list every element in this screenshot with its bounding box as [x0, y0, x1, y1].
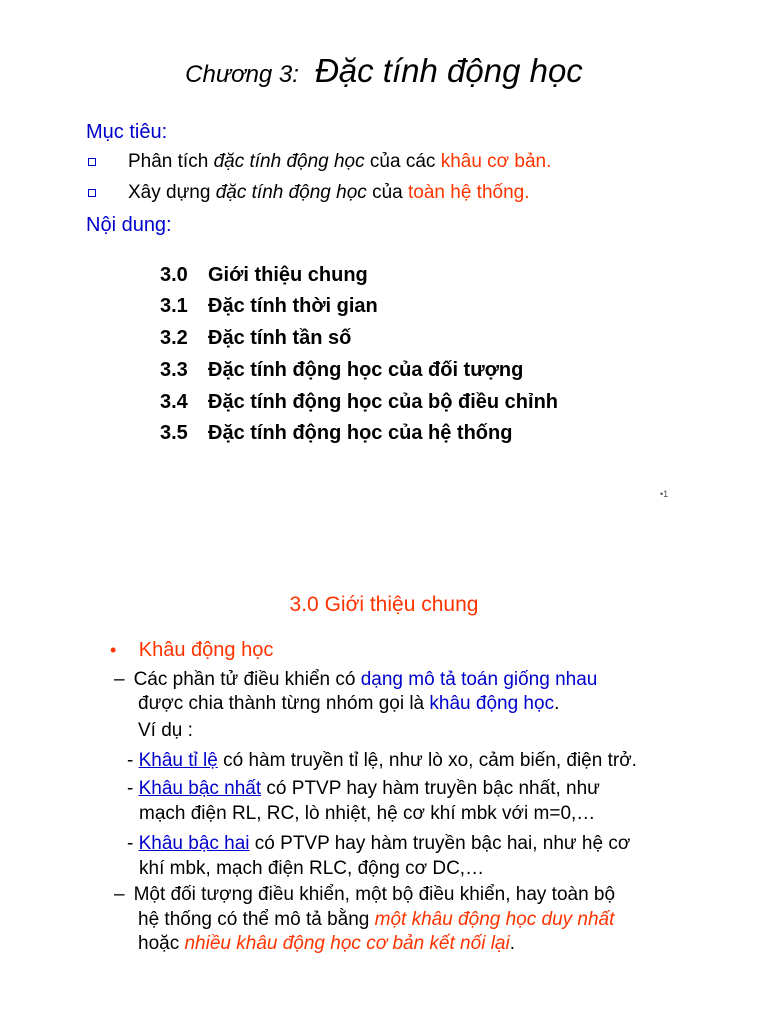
toc-number: 3.1	[160, 295, 188, 317]
objective-text: Xây dựng	[128, 182, 216, 203]
objective-emphasis: đặc tính động học	[215, 182, 367, 203]
toc-label: Đặc tính động học của bộ điều chỉnh	[208, 391, 558, 413]
text: có PTVP hay hàm truyền bậc hai, như hệ cơ	[249, 833, 631, 854]
objective-emphasis: đặc tính động học	[213, 151, 365, 172]
chapter-number: Chương 3:	[185, 61, 299, 88]
toc-number: 3.3	[160, 359, 188, 381]
example-item-2-line-2: mạch điện RL, RC, lò nhiệt, hệ cơ khí mbk với m=0,…	[139, 803, 596, 824]
toc-item	[160, 359, 523, 382]
dash-marker: –	[114, 884, 125, 905]
text: được chia thành từng nhóm gọi là	[138, 693, 430, 714]
dash-marker: -	[127, 833, 139, 854]
text: hoặc	[138, 933, 185, 954]
toc-label: Đặc tính động học của đối tượng	[208, 359, 524, 381]
toc-label: Đặc tính tần số	[208, 327, 352, 349]
example-link-proportional[interactable]: Khâu tỉ lệ	[138, 750, 218, 771]
objectives-heading: Mục tiêu:	[86, 121, 168, 143]
example-item-3	[127, 833, 630, 855]
toc-item	[160, 295, 378, 318]
text: Các phần tử điều khiển có	[133, 669, 361, 690]
text: có PTVP hay hàm truyền bậc nhất, như	[261, 778, 600, 799]
toc-item	[160, 422, 512, 445]
example-link-first-order[interactable]: Khâu bậc nhất	[138, 778, 262, 799]
toc-number: 3.2	[160, 327, 188, 349]
content-heading: Nội dung:	[86, 214, 172, 236]
toc-label: Đặc tính động học của hệ thống	[208, 422, 513, 444]
toc-label: Giới thiệu chung	[208, 264, 368, 286]
bullet-heading-row	[110, 639, 274, 662]
example-label: Ví dụ :	[138, 720, 193, 741]
square-bullet-icon	[88, 158, 96, 166]
chapter-title	[0, 52, 768, 90]
objective-text: của các	[364, 151, 441, 172]
text: .	[509, 933, 515, 954]
dash-marker: –	[114, 669, 125, 690]
chapter-name: Đặc tính động học	[314, 52, 583, 89]
toc-label: Đặc tính thời gian	[208, 295, 378, 317]
toc-number: 3.0	[160, 264, 188, 286]
toc-item	[160, 327, 351, 350]
toc-item	[160, 391, 558, 414]
dash-marker: -	[127, 778, 139, 799]
orange-emphasis: một khâu động học duy nhất	[374, 909, 615, 930]
objective-highlight: khâu cơ bản.	[440, 151, 552, 172]
paragraph-1-line-1	[114, 669, 598, 691]
bullet-heading: Khâu động học	[138, 639, 274, 661]
example-item-2	[127, 778, 600, 800]
objective-item-2	[88, 182, 530, 204]
text: hệ thống có thể mô tả bằng	[138, 909, 375, 930]
paragraph-2-line-1	[114, 884, 616, 906]
toc-number: 3.4	[160, 391, 188, 413]
objective-highlight: toàn hệ thống.	[408, 182, 530, 203]
example-link-second-order[interactable]: Khâu bậc hai	[138, 833, 250, 854]
paragraph-1-line-2	[138, 693, 559, 715]
section-title: 3.0 Giới thiệu chung	[289, 593, 479, 616]
example-item-1	[127, 750, 637, 772]
objective-text: Phân tích	[128, 151, 214, 172]
objective-item-1	[88, 151, 551, 173]
toc-number: 3.5	[160, 422, 188, 444]
square-bullet-icon	[88, 189, 96, 197]
text: Một đối tượng điều khiển, một bộ điều khiển, hay toàn bộ	[133, 884, 616, 905]
dash-marker: -	[127, 750, 139, 771]
paragraph-2-line-3	[138, 933, 515, 955]
bullet-dot-icon: •	[110, 640, 117, 660]
page-number: •1	[660, 489, 669, 499]
text: .	[554, 693, 560, 714]
example-item-3-line-2: khí mbk, mạch điện RLC, động cơ DC,…	[139, 858, 485, 879]
blue-highlight: dạng mô tả toán giống nhau	[360, 669, 598, 690]
objective-text: của	[366, 182, 408, 203]
text: có hàm truyền tỉ lệ, như lò xo, cảm biến, điện trở.	[217, 750, 637, 771]
blue-highlight: khâu động học	[429, 693, 555, 714]
toc-item	[160, 264, 368, 287]
paragraph-2-line-2	[138, 909, 614, 931]
orange-emphasis: nhiều khâu động học cơ bản kết nối lại	[184, 933, 510, 954]
